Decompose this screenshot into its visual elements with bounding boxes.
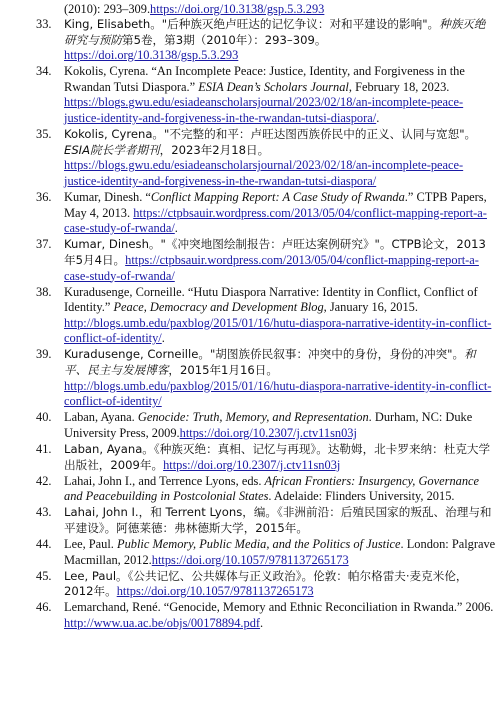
reference-link[interactable]: http://blogs.umb.edu/paxblog/2015/01/16/hutu-diaspora-narrative-identity-in-conflict-conflict-of-identity/ xyxy=(64,315,492,346)
reference-text: Lahai, John I., and Terrence Lyons, eds. xyxy=(64,473,265,488)
reference-journal: 种族灭绝研究与预防 xyxy=(64,17,486,47)
reference-item xyxy=(0,127,496,189)
reference-number: 45. xyxy=(36,568,52,583)
reference-item xyxy=(0,237,496,284)
reference-number: 36. xyxy=(36,190,52,205)
reference-text: Kumar, Dinesh. “ xyxy=(64,190,151,205)
reference-details: .” CTPB Papers, May 4, 2013. xyxy=(64,190,487,220)
reference-link[interactable]: https://blogs.gwu.edu/esiadeanscholarsjournal/2023/02/18/an-incomplete-peace-justice-identity-and-forgiveness-in-the-rwandan-tutsi-diaspora/ xyxy=(64,95,464,126)
reference-details: , January 16, 2015. xyxy=(323,300,418,315)
reference-number: 40. xyxy=(36,410,52,425)
reference-number: 37. xyxy=(36,237,52,252)
reference-link[interactable]: https://doi.org/10.1057/9781137265173 xyxy=(151,552,349,567)
reference-details: ，2015年1月16日。 xyxy=(168,363,278,378)
reference-link[interactable]: https://doi.org/10.3138/gsp.5.3.293 xyxy=(64,48,239,63)
reference-link[interactable]: https://blogs.gwu.edu/esiadeanscholarsjournal/2023/02/18/an-incomplete-peace-justice-identity-and-forgiveness-in-the-rwandan-tutsi-diaspora/ xyxy=(64,158,464,188)
reference-number: 43. xyxy=(36,505,52,520)
reference-link[interactable]: https://doi.org/10.2307/j.ctv11sn03j xyxy=(179,425,357,440)
reference-text: Kokolis, Cyrena. “An Incomplete Peace: Justice, Identity, and Forgiveness in the Rwandan Tutsi Diaspora.” xyxy=(64,64,465,94)
reference-details: . Adelaide: Flinders University, 2015. xyxy=(268,489,455,504)
reference-text: Laban, Ayana。《种族灭绝：真相、记忆与再现》。达勒姆，北卡罗来纳：杜克大学出版社，2009年。 xyxy=(64,442,491,472)
reference-link[interactable]: https://ctpbsauir.wordpress.com/2013/05/04/conflict-mapping-report-a-case-study-of-rwanda/ xyxy=(64,205,487,236)
reference-number: 44. xyxy=(36,537,52,552)
reference-end: . xyxy=(376,111,380,126)
reference-title: Conflict Mapping Report: A Case Study of Rwanda xyxy=(150,190,405,205)
reference-text: King, Elisabeth。"后种族灭绝卢旺达的记忆争议：对和平建设的影响"。 xyxy=(64,17,440,31)
reference-text: Lemarchand, René. “Genocide, Memory and Ethnic Reconciliation in Rwanda.” 2006. xyxy=(64,600,494,615)
reference-link[interactable]: https://ctpbsauir.wordpress.com/2013/05/04/conflict-mapping-report-a-case-study-of-rwanda/ xyxy=(64,252,479,283)
reference-item xyxy=(0,600,496,631)
reference-text: Lahai, John I.，和 Terrent Lyons，编。《非洲前沿：后殖民国家的叛乱、治理与和平建设》。阿德莱德：弗林德斯大学，2015年。 xyxy=(64,505,492,535)
reference-title: African Frontiers: Insurgency, Governance and Peacebuilding in Postcolonial States xyxy=(64,473,480,504)
reference-item xyxy=(0,569,496,600)
reference-link[interactable]: https://doi.org/10.2307/j.ctv11sn03j xyxy=(163,457,341,472)
reference-end: . xyxy=(174,221,178,236)
reference-item xyxy=(0,347,496,409)
reference-text: Lee, Paul。《公共记忆、公共媒体与正义政治》。伦敦：帕尔格雷夫·麦克米伦，2012年。 xyxy=(64,568,468,599)
reference-end: . xyxy=(260,616,264,631)
reference-text: Kokolis, Cyrena。"不完整的和平：卢旺达图西族侨民中的正义、认同与宽恕"。 xyxy=(64,127,477,142)
reference-link[interactable]: http://blogs.umb.edu/paxblog/2015/01/16/hutu-diaspora-narrative-identity-in-conflict-conflict-of-identity/ xyxy=(64,378,492,409)
continuation-text: (2010): 293–309. xyxy=(64,2,151,16)
reference-details: . Durham, NC: Duke University Press, 2009. xyxy=(64,410,473,440)
reference-details: 第5卷，第3期（2010年）：293–309。 xyxy=(121,32,327,47)
reference-item xyxy=(0,285,496,347)
reference-link[interactable]: https://doi.org/10.1057/9781137265173 xyxy=(116,584,314,599)
continuation-doi-link[interactable]: https://doi.org/10.3138/gsp.5.3.293 xyxy=(150,2,325,16)
reference-text: Kuradusenge, Corneille. “Hutu Diaspora Narrative: Identity in Conflict, Conflict of Identity.” xyxy=(64,284,478,315)
reference-list xyxy=(0,17,500,632)
reference-text: Lee, Paul. xyxy=(64,537,117,552)
reference-details: . London: Palgrave Macmillan, 2012. xyxy=(64,537,496,567)
reference-continuation xyxy=(64,2,496,18)
reference-item xyxy=(0,17,496,64)
reference-number: 42. xyxy=(36,473,52,488)
reference-details: ，2023年2月18日。 xyxy=(159,142,270,157)
reference-number: 34. xyxy=(36,64,52,79)
reference-number: 35. xyxy=(36,127,52,142)
reference-number: 38. xyxy=(36,284,52,299)
reference-item xyxy=(0,190,496,237)
reference-item xyxy=(0,537,496,568)
reference-number: 33. xyxy=(36,17,52,31)
reference-number: 46. xyxy=(36,600,52,615)
reference-blog: Peace, Democracy and Development Blog xyxy=(113,300,324,315)
reference-text: Kuradusenge, Corneille。"胡图族侨民叙事：冲突中的身份，身份的冲突"。 xyxy=(64,347,465,362)
reference-blog: 和平、民主与发展博客 xyxy=(64,347,476,378)
reference-item xyxy=(0,410,496,441)
reference-item xyxy=(0,474,496,505)
reference-text: Kumar, Dinesh。"《冲突地图绘制报告：卢旺达案例研究》"。CTPB论文，2013年5月4日。 xyxy=(64,237,486,267)
reference-title: Genocide: Truth, Memory, and Representation xyxy=(137,410,369,425)
reference-item xyxy=(0,64,496,126)
reference-number: 41. xyxy=(36,442,52,457)
reference-number: 39. xyxy=(36,347,52,362)
reference-details: , February 18, 2023. xyxy=(348,79,450,94)
reference-journal: ESIA Dean’s Scholars Journal xyxy=(198,79,349,94)
reference-end: . xyxy=(161,331,165,346)
reference-item xyxy=(0,505,496,536)
reference-link[interactable]: http://www.ua.ac.be/objs/00178894.pdf xyxy=(64,616,261,631)
reference-title: Public Memory, Public Media, and the Politics of Justice xyxy=(117,537,401,552)
reference-journal: ESIA院长学者期刊 xyxy=(64,142,160,157)
reference-item xyxy=(0,442,496,473)
reference-text: Laban, Ayana. xyxy=(64,410,138,425)
